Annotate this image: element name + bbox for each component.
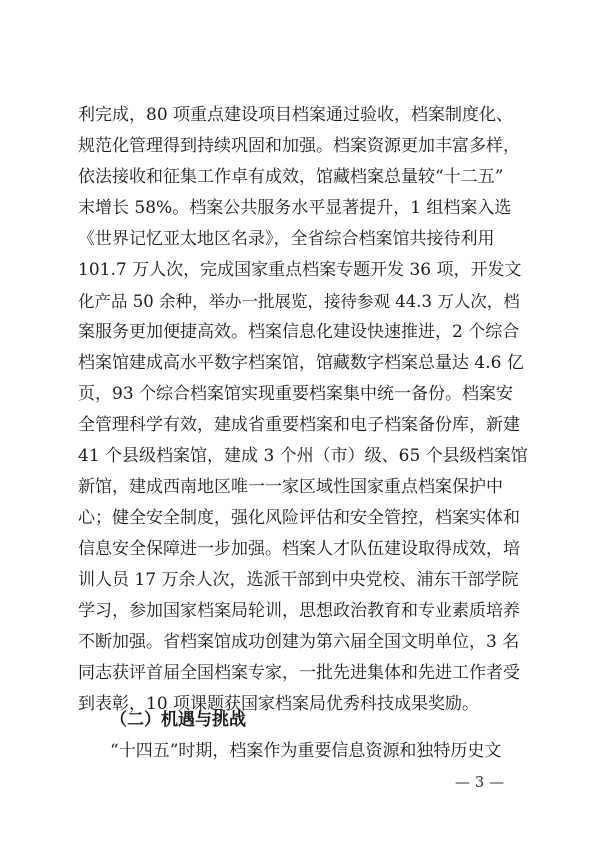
paragraph-line: 心；健全安全制度，强化风险评估和安全管控，档案实体和	[78, 508, 520, 528]
paragraph-line: 全管理科学有效，建成省重要档案和电子档案备份库，新建	[78, 415, 520, 435]
paragraph-line: 到表彰，10 项课题获国家档案局优秀科技成果奖励。	[78, 694, 480, 714]
paragraph-line: 101.7 万人次，完成国家重点档案专题开发 36 项，开发文	[78, 260, 522, 280]
paragraph-line: 案服务更加便捷高效。档案信息化建设快速推进，2 个综合	[78, 322, 520, 342]
paragraph-line: 同志获评首届全国档案专家，一批先进集体和先进工作者受	[78, 663, 520, 683]
paragraph-line: 不断加强。省档案馆成功创建为第六届全国文明单位，3 名	[78, 632, 520, 652]
section-heading: （二）机遇与挑战	[110, 710, 246, 730]
paragraph-line: 信息安全保障进一步加强。档案人才队伍建设取得成效，培	[78, 539, 520, 559]
paragraph-line: 训人员 17 万余人次，选派干部到中央党校、浦东干部学院	[78, 570, 519, 590]
paragraph-first-line: “十四五”时期，档案作为重要信息资源和独特历史文	[110, 741, 502, 761]
paragraph-line: 末增长 58%。档案公共服务水平显著提升，1 组档案入选	[78, 198, 512, 218]
paragraph-line: 依法接收和征集工作卓有成效，馆藏档案总量较“十二五”	[78, 167, 504, 187]
paragraph-line: 利完成，80 项重点建设项目档案通过验收，档案制度化、	[78, 105, 514, 125]
paragraph-line: 学习，参加国家档案局轮训，思想政治教育和专业素质培养	[78, 601, 520, 621]
paragraph-line: 规范化管理得到持续巩固和加强。档案资源更加丰富多样，	[78, 136, 520, 156]
body-paragraph	[78, 100, 528, 720]
paragraph-line: 档案馆建成高水平数字档案馆，馆藏数字档案总量达 4.6 亿	[78, 353, 524, 373]
paragraph-line: 化产品 50 余种，举办一批展览，接待参观 44.3 万人次，档	[78, 292, 520, 311]
paragraph-line: 《世界记忆亚太地区名录》，全省综合档案馆共接待利用	[78, 229, 495, 249]
page-number: — 3 —	[455, 773, 505, 791]
paragraph-line: 41 个县级档案馆，建成 3 个州（市）级、65 个县级档案馆	[78, 446, 528, 466]
paragraph-line: 新馆，建成西南地区唯一一家区域性国家重点档案保护中	[78, 477, 503, 497]
paragraph-line: 页，93 个综合档案馆实现重要档案集中统一备份。档案安	[78, 384, 514, 404]
